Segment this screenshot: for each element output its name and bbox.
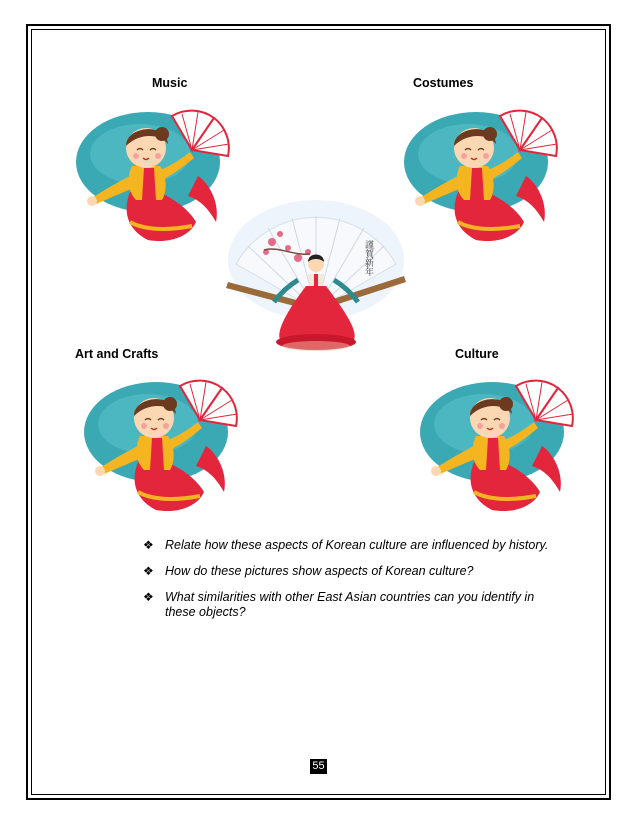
page-number: 55 (310, 759, 327, 774)
question-text: How do these pictures show aspects of Korean culture? (165, 564, 474, 578)
question-text: What similarities with other East Asian countries can you identify in these objects? (165, 590, 535, 619)
dancer-illustration-art-and-crafts (78, 374, 238, 514)
question-item (143, 564, 563, 579)
question-item (143, 538, 563, 553)
dancer-illustration-costumes (398, 104, 558, 244)
label-music: Music (152, 76, 188, 90)
label-costumes: Costumes (413, 76, 474, 90)
fan-caption: 謹賀新年 (363, 240, 373, 276)
hanbok-fan-dancer-illustration (218, 190, 414, 358)
question-list (143, 538, 563, 631)
diamond-bullet-icon: ❖ (143, 590, 154, 604)
question-text: Relate how these aspects of Korean culture are influenced by history. (165, 538, 549, 552)
dancer-illustration-music (70, 104, 230, 244)
diamond-bullet-icon: ❖ (143, 564, 154, 578)
dancer-illustration-culture (414, 374, 574, 514)
label-culture: Culture (455, 347, 499, 361)
question-item (143, 590, 555, 620)
label-art-and-crafts: Art and Crafts (75, 347, 159, 361)
diamond-bullet-icon: ❖ (143, 538, 154, 552)
